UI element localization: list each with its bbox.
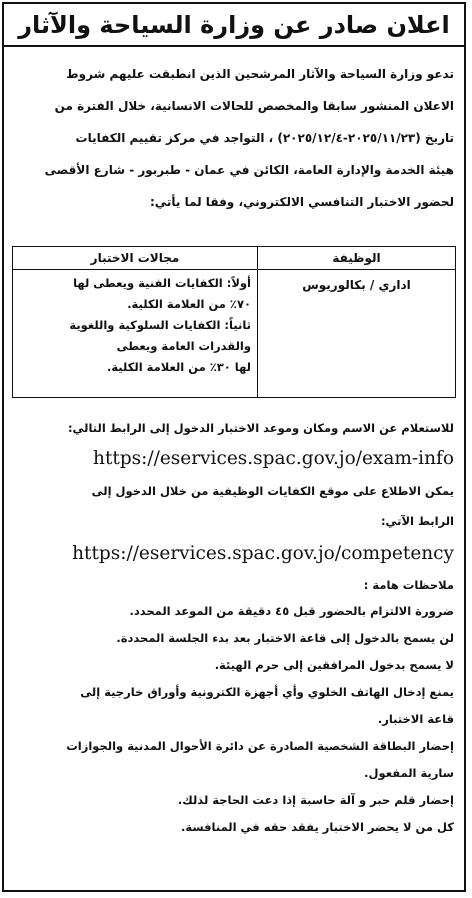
fields-cell bbox=[13, 270, 257, 378]
announcement-title: اعلان صادر عن وزارة السياحة والآثار bbox=[18, 11, 450, 39]
note-item: قاعة الاختبار. bbox=[377, 712, 454, 726]
intro-line: تاريخ (٢٠٢٥/١١/٢٣-٢٠٢٥/١٢/٤) ، التواجد في مركز تقييم الكفايات bbox=[75, 131, 454, 145]
instructions-section bbox=[14, 414, 454, 841]
exam-info-link[interactable]: https://eservices.spac.gov.jo/exam-info bbox=[93, 448, 454, 469]
announcement-frame bbox=[2, 2, 466, 892]
competency-link[interactable]: https://eservices.spac.gov.jo/competency bbox=[72, 543, 454, 564]
note-item: سارية المفعول. bbox=[364, 766, 454, 780]
intro-line: هيئة الخدمة والإدارة العامة، الكائن في عمان - طبربور - شارع الأقصى bbox=[44, 163, 454, 177]
fields-line: أولاً: الكفايات الفنية ويعطى لها bbox=[73, 276, 251, 290]
note-item: كل من لا يحضر الاختبار يفقد حقه في المنافسة. bbox=[180, 820, 454, 834]
fields-line: ٧٠٪ من العلامة الكلية. bbox=[127, 297, 251, 311]
notes-heading: ملاحظات هامة : bbox=[363, 578, 454, 592]
job-header: الوظيفة bbox=[258, 247, 455, 270]
intro-line: لحضور الاختبار التنافسي الالكتروني، وفقا لما يأتي: bbox=[149, 195, 454, 209]
note-item: ضرورة الالتزام بالحضور قبل ٤٥ دقيقة من الموعد المحدد. bbox=[129, 604, 454, 618]
job-cell: اداري / بكالوريوس bbox=[302, 278, 411, 292]
inquiry-text: للاستعلام عن الاسم ومكان وموعد الاختبار الدخول إلى الرابط التالي: bbox=[67, 421, 454, 435]
competency-text: يمكن الاطلاع على موقع الكفايات الوظيفية من خلال الدخول إلى bbox=[91, 484, 454, 498]
fields-line: لها ٣٠٪ من العلامة الكلية. bbox=[106, 360, 251, 374]
intro-line: الاعلان المنشور سابقا والمخصص للحالات الانسانية، خلال الفترة من bbox=[54, 99, 454, 113]
fields-line: والقدرات العامة ويعطى bbox=[116, 339, 251, 353]
title-divider bbox=[4, 45, 464, 47]
note-item: يمنع إدخال الهاتف الخلوي وأي أجهزة الكترونية وأوراق خارجية إلى bbox=[80, 685, 454, 699]
note-item: لا يسمح بدخول المرافقين إلى حرم الهيئة. bbox=[214, 658, 454, 672]
fields-header: مجالات الاختبار bbox=[13, 247, 257, 270]
note-item: إحضار البطاقة الشخصية الصادرة عن دائرة الأحوال المدنية والجوازات bbox=[66, 739, 454, 753]
intro-paragraph bbox=[14, 58, 454, 218]
exam-table bbox=[12, 246, 456, 398]
job-column bbox=[257, 247, 455, 397]
intro-line: تدعو وزارة السياحة والآثار المرشحين الذين انطبقت عليهم شروط bbox=[66, 67, 454, 81]
fields-column bbox=[13, 247, 257, 397]
competency-text: الرابط الآتي: bbox=[380, 514, 454, 528]
note-item: لن يسمح بالدخول إلى قاعة الاختبار بعد بدء الجلسة المحددة. bbox=[116, 631, 454, 645]
note-item: إحضار قلم حبر و آلة حاسبة إذا دعت الحاجة لذلك. bbox=[177, 793, 454, 807]
fields-line: ثانياً: الكفايات السلوكية واللغوية bbox=[69, 318, 251, 332]
